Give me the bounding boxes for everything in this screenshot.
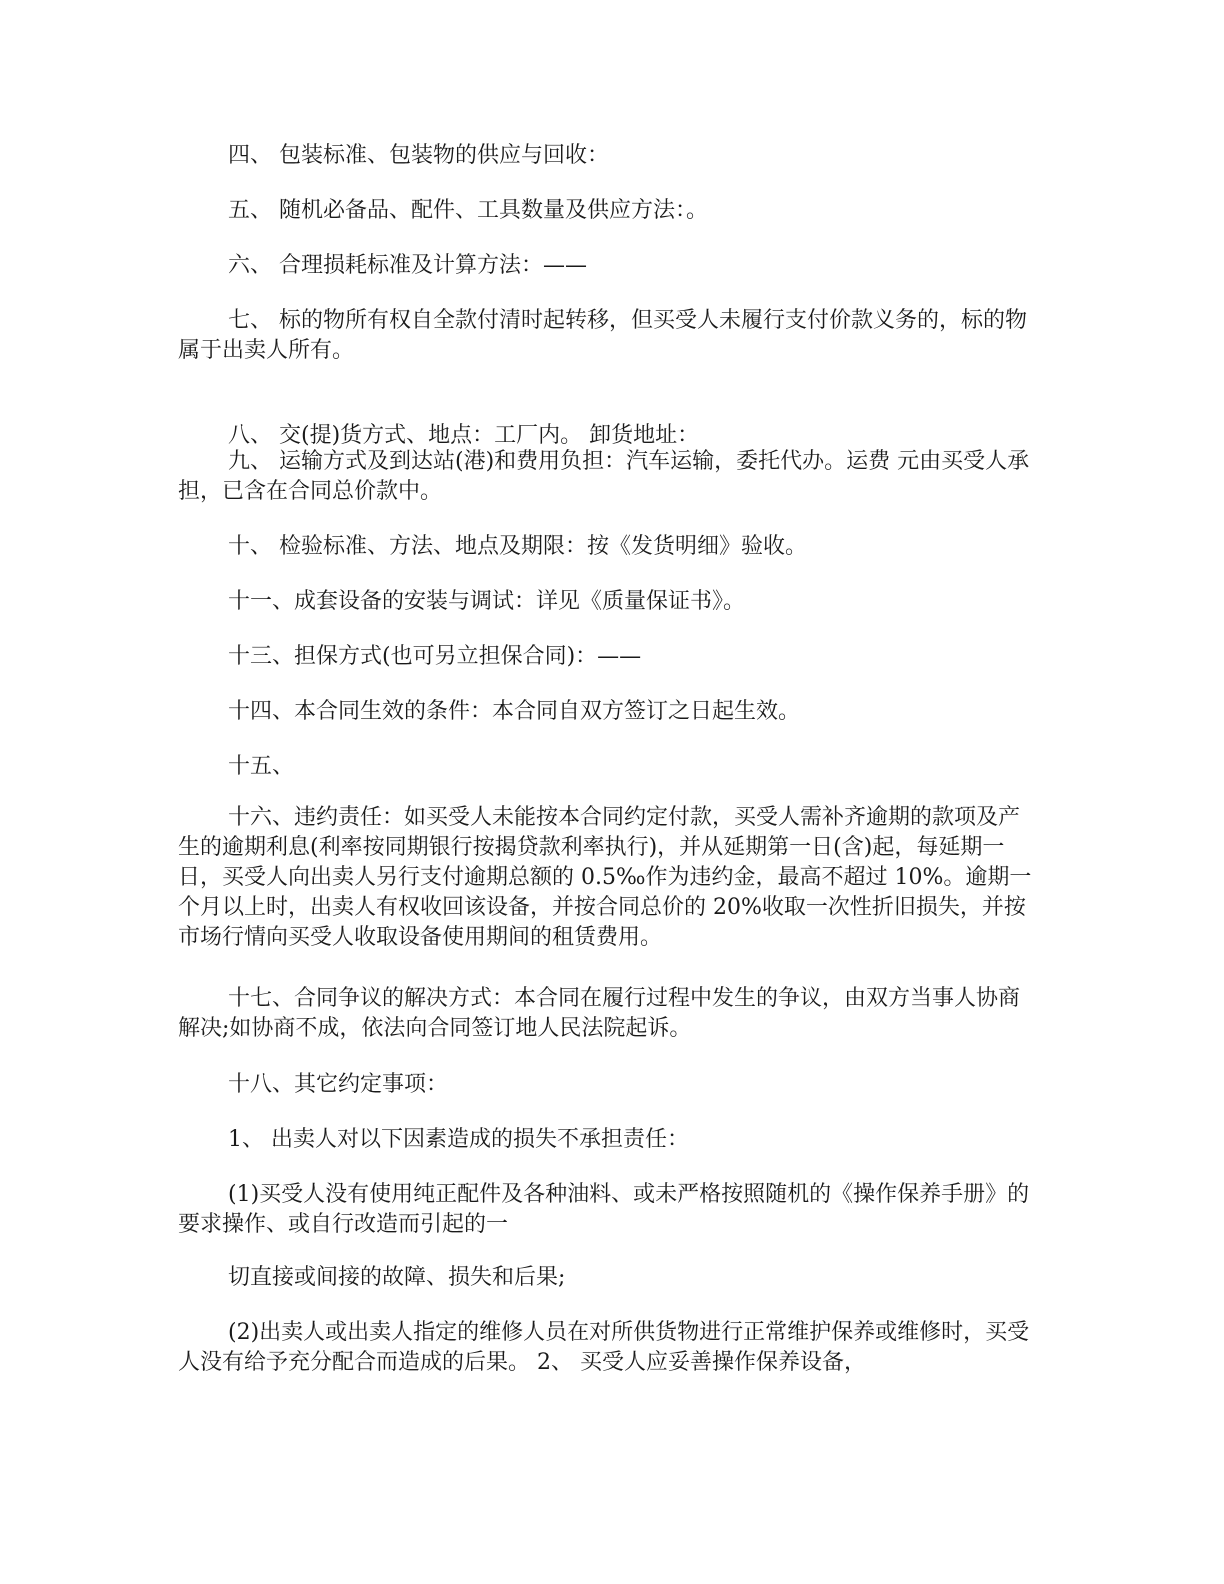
document-page <box>178 0 1040 1584</box>
clause-5: 五、 随机必备品、配件、工具数量及供应方法：。 <box>228 198 708 223</box>
clause-8: 八、 交(提)货方式、地点：工厂内。 卸货地址： <box>228 423 700 448</box>
clause-16: 十六、违约责任：如买受人未能按本合同约定付款，买受人需补齐逾期的款项及产生的逾期利息(利率按同期银行按揭贷款利率执行)，并从延期第一日(含)起，每延期一日，买受人向出卖人另行支付逾期总额的 0.5‰作为违约金，最高不超过 10%。逾期一个月以上时，出卖人有权收回该设备，并按合同总价的 20%收取一次性折旧损失，并按市场行情向买受人收取设备使用期间的租赁费用。 <box>178 805 1032 950</box>
clause-18: 十八、其它约定事项： <box>228 1072 449 1097</box>
clause-7: 七、 标的物所有权自全款付清时起转移，但买受人未履行支付价款义务的，标的物属于出卖人所有。 <box>178 308 1027 363</box>
clause-15: 十五、 <box>228 754 295 779</box>
item-1-sub-1-continued: 切直接或间接的故障、损失和后果; <box>228 1265 566 1290</box>
clause-10: 十、 检验标准、方法、地点及期限：按《发货明细》验收。 <box>228 534 807 559</box>
clause-6: 六、 合理损耗标准及计算方法：—— <box>228 253 587 278</box>
clause-4: 四、 包装标准、包装物的供应与回收： <box>228 143 609 168</box>
item-1-sub-2: (2)出卖人或出卖人指定的维修人员在对所供货物进行正常维护保养或维修时，买受人没有给予充分配合而造成的后果。 2、 买受人应妥善操作保养设备， <box>178 1320 1030 1375</box>
clause-9: 九、 运输方式及到达站(港)和费用负担：汽车运输，委托代办。运费 元由买受人承担，已含在合同总价款中。 <box>178 449 1030 504</box>
item-1: 1、 出卖人对以下因素造成的损失不承担责任： <box>228 1127 689 1152</box>
clause-11: 十一、成套设备的安装与调试：详见《质量保证书》。 <box>228 589 746 614</box>
item-1-sub-1: (1)买受人没有使用纯正配件及各种油料、或未严格按照随机的《操作保养手册》的要求操作、或自行改造而引起的一 <box>178 1182 1030 1237</box>
clause-14: 十四、本合同生效的条件：本合同自双方签订之日起生效。 <box>228 699 801 724</box>
clause-17: 十七、合同争议的解决方式：本合同在履行过程中发生的争议，由双方当事人协商解决;如协商不成，依法向合同签订地人民法院起诉。 <box>178 986 1021 1041</box>
clause-13: 十三、担保方式(也可另立担保合同)：—— <box>228 644 642 669</box>
